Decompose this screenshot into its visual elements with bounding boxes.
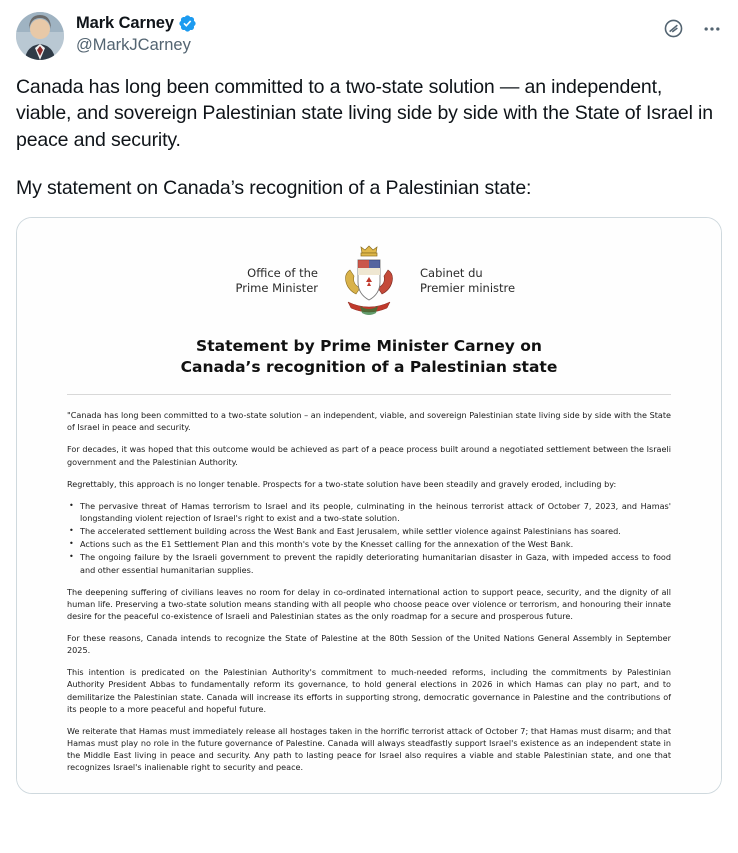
document-title <box>67 336 671 378</box>
document-title-line2: Canada’s recognition of a Palestinian state <box>180 358 558 377</box>
list-item: • Actions such as the E1 Settlement Plan and this month's vote by the Knesset calling for the annexation of the West Bank. <box>67 538 671 550</box>
tweet-body <box>16 74 722 201</box>
tweet-paragraph-2: My statement on Canada’s recognition of a Palestinian state: <box>16 176 532 199</box>
grok-icon[interactable] <box>663 18 684 39</box>
statement-document <box>17 218 721 793</box>
embedded-statement-image[interactable] <box>16 217 722 794</box>
author-info <box>76 12 197 55</box>
verified-badge-icon <box>178 14 197 33</box>
document-paragraph: "Canada has long been committed to a two-state solution – an independent, viable, and sovereign Palestinian state living side by side with the State of Israel in peace and security. <box>67 410 671 433</box>
document-bullet-list <box>67 500 671 576</box>
document-letterhead <box>67 244 671 318</box>
list-item: • The accelerated settlement building across the West Bank and East Jerusalem, while settler violence against Palestinians has soared. <box>67 525 671 537</box>
letterhead-english-line2: Prime Minister <box>235 281 318 296</box>
document-title-line1: Statement by Prime Minister Carney on <box>196 337 542 356</box>
letterhead-english-line1: Office of the <box>247 265 318 280</box>
author-name-row[interactable] <box>76 13 197 34</box>
letterhead-english <box>198 266 318 297</box>
list-item: • The pervasive threat of Hamas terrorism to Israel and its people, culminating in the heinous terrorist attack of October 7, 2023, and Hamas' longstanding violent rejection of Israel's right to exist and a two-state solution. <box>67 500 671 524</box>
document-paragraph: This intention is predicated on the Palestinian Authority's commitment to much-needed reforms, including the commitments by Palestinian Authority President Abbas to fundamentally reform its governance, to hold general elections in 2026 in which Hamas can play no part, and to demilitarize the Palestinian state. Canada will increase its efforts in supporting strong, democratic governance in Palestine and the contributions of its people to a more peaceful and hopeful future. <box>67 667 671 714</box>
document-body <box>67 409 671 773</box>
letterhead-french-line1: Cabinet du <box>420 265 483 280</box>
more-options-icon[interactable] <box>702 19 722 39</box>
avatar[interactable] <box>16 12 64 60</box>
letterhead-french <box>420 266 540 297</box>
display-name: Mark Carney <box>76 14 174 32</box>
tweet-paragraph-1: Canada has long been committed to a two-state solution — an independent, viable, and sovereign Palestinian state living side by side with the State of Israel in peace and security. <box>16 76 713 151</box>
author-handle[interactable]: @MarkJCarney <box>76 35 191 54</box>
document-paragraph: We reiterate that Hamas must immediately release all hostages taken in the horrific terrorist attack of October 7; that Hamas must disarm; and that Hamas must play no role in the future governance of Palestine. Canada will always steadfastly support Israel's existence as an independent state in the Middle East living in peace and security. Any path to lasting peace for Israel also requires a viable and stable Palestinian state, and one that recognizes Israel's inalienable right to security and peace. <box>67 725 671 773</box>
list-item: • The ongoing failure by the Israeli government to prevent the rapidly deteriorating humanitarian disaster in Gaza, with impeded access to food and other essential humanitarian supplies. <box>67 551 671 575</box>
document-paragraph: For these reasons, Canada intends to recognize the State of Palestine at the 80th Session of the United Nations General Assembly in September 2025. <box>67 633 671 656</box>
canada-coat-of-arms-icon <box>336 244 402 318</box>
document-paragraph: For decades, it was hoped that this outcome would be achieved as part of a peace process built around a negotiated settlement between the Israeli government and the Palestinian Authority. <box>67 444 671 467</box>
document-paragraph: The deepening suffering of civilians leaves no room for delay in co-ordinated international action to support peace, security, and the dignity of all human life. Preserving a two-state solution means standing with all people who choose peace over violence or terrorism, and honouring their innate desire for the peaceful co-existence of Israeli and Palestinian states as the only roadmap for a secure and prosperous future. <box>67 586 671 621</box>
tweet-header-actions <box>663 18 722 39</box>
letterhead-french-line2: Premier ministre <box>420 281 516 296</box>
document-divider <box>67 394 671 395</box>
tweet-header <box>16 12 722 60</box>
document-paragraph: Regrettably, this approach is no longer tenable. Prospects for a two-state solution have been steadily and gravely eroded, including by: <box>67 478 617 489</box>
